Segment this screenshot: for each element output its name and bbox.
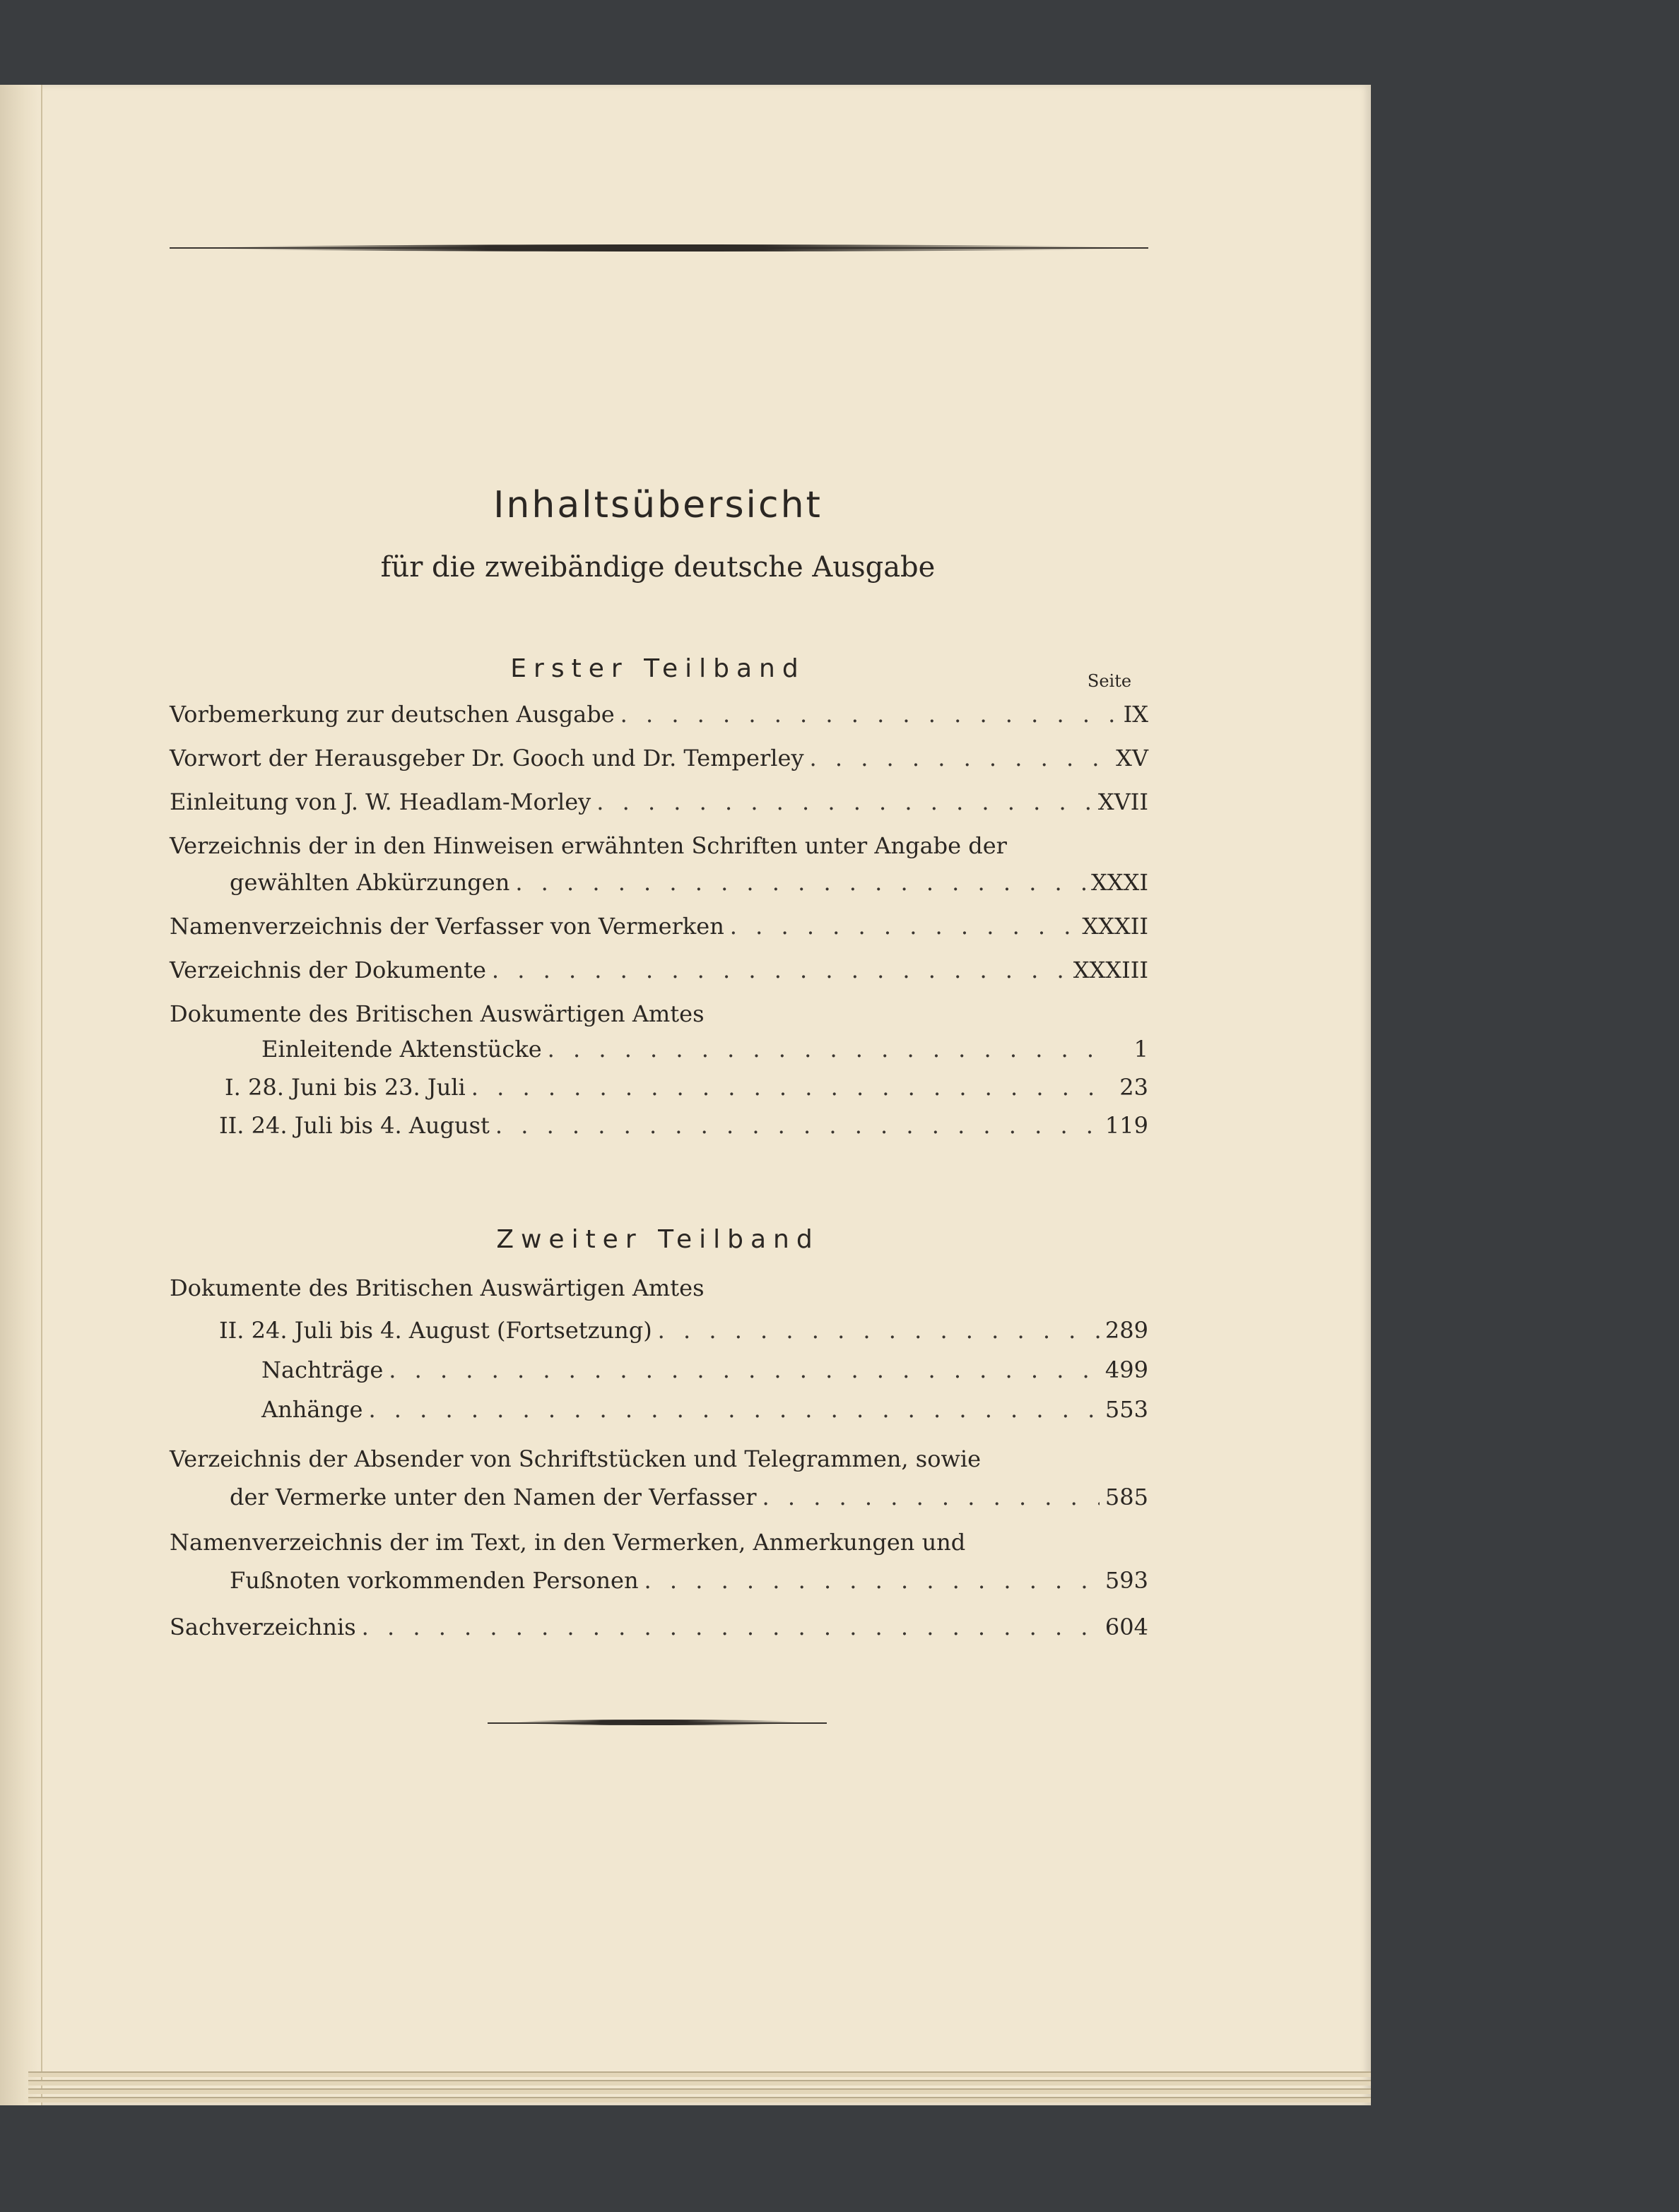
toc-entry-label: Sachverzeichnis — [170, 1614, 356, 1640]
toc-entry-page: 289 — [1104, 1317, 1148, 1344]
toc-entry — [261, 1356, 1148, 1383]
toc-entry-page: XVII — [1097, 788, 1148, 815]
leader-dots — [492, 957, 1068, 983]
leader-dots — [548, 1036, 1114, 1063]
bottom-rule-ornament — [516, 1720, 799, 1725]
toc-entry — [170, 957, 1148, 983]
seite-label: Seite — [1087, 671, 1132, 691]
leader-dots — [730, 913, 1077, 940]
toc-entry — [230, 869, 1148, 896]
toc-entry-page: XXXII — [1082, 913, 1148, 940]
toc-entry — [225, 1074, 1148, 1101]
toc-entry-page: IX — [1123, 701, 1148, 728]
toc-entry — [170, 701, 1148, 728]
leader-dots — [658, 1317, 1100, 1344]
toc-entry-label-line1: Verzeichnis der in den Hinweisen erwähnten Schriften unter Angabe der — [170, 832, 1007, 859]
toc-entry-label: Einleitung von J. W. Headlam-Morley — [170, 788, 591, 815]
toc-entry — [230, 1567, 1148, 1594]
page-subtitle: für die zweibändige deutsche Ausgabe — [380, 551, 936, 584]
leader-dots — [515, 869, 1085, 896]
leader-dots — [596, 788, 1092, 815]
toc-entry — [261, 1036, 1148, 1063]
toc-entry-label: Nachträge — [261, 1356, 384, 1383]
book-page — [0, 85, 1371, 2105]
toc-entry-page: 499 — [1104, 1356, 1148, 1383]
toc-entry — [170, 788, 1148, 815]
part2-heading: Zweiter Teilband — [496, 1225, 820, 1254]
toc-group-heading: Dokumente des Britischen Auswärtigen Amtes — [170, 1000, 705, 1027]
toc-entry — [170, 745, 1148, 771]
toc-entry-label: Einleitende Aktenstücke — [261, 1036, 542, 1063]
toc-entry-page: XXXI — [1091, 869, 1148, 896]
page-title: Inhaltsübersicht — [493, 484, 823, 526]
toc-entry — [219, 1112, 1148, 1139]
toc-entry-label: der Vermerke unter den Namen der Verfasser — [230, 1484, 757, 1510]
leader-dots — [362, 1614, 1100, 1640]
toc-entry-page: 553 — [1104, 1396, 1148, 1423]
toc-entry — [170, 913, 1148, 940]
toc-entry-label: II. 24. Juli bis 4. August (Fortsetzung) — [219, 1317, 652, 1344]
toc-entry-label: Anhänge — [261, 1396, 363, 1423]
toc-entry-page: 1 — [1133, 1036, 1148, 1063]
top-rule-ornament — [212, 244, 1131, 252]
toc-entry-page: 604 — [1104, 1614, 1148, 1640]
toc-entry-page: 23 — [1119, 1074, 1148, 1101]
toc-entry-label: Namenverzeichnis der Verfasser von Vermerken — [170, 913, 724, 940]
toc-entry-label: Vorwort der Herausgeber Dr. Gooch und Dr. Temperley — [170, 745, 804, 771]
book-spine — [0, 85, 42, 2105]
toc-entry — [219, 1317, 1148, 1344]
page-edges — [28, 2069, 1371, 2105]
toc-group-heading: Dokumente des Britischen Auswärtigen Amtes — [170, 1274, 705, 1301]
leader-dots — [810, 745, 1111, 771]
toc-entry — [230, 1484, 1148, 1510]
toc-entry-label: Fußnoten vorkommenden Personen — [230, 1567, 639, 1594]
toc-entry-page: 593 — [1104, 1567, 1148, 1594]
leader-dots — [495, 1112, 1100, 1139]
leader-dots — [368, 1396, 1099, 1423]
toc-entry-label: gewählten Abkürzungen — [230, 869, 510, 896]
toc-entry-label: Vorbemerkung zur deutschen Ausgabe — [170, 701, 615, 728]
toc-entry-label: II. 24. Juli bis 4. August — [219, 1112, 490, 1139]
toc-entry-page: 119 — [1104, 1112, 1148, 1139]
toc-entry — [170, 1614, 1148, 1640]
leader-dots — [620, 701, 1114, 728]
leader-dots — [762, 1484, 1100, 1510]
toc-entry-page: XXXIII — [1073, 957, 1148, 983]
toc-entry — [261, 1396, 1148, 1423]
part1-heading: Erster Teilband — [510, 654, 806, 683]
toc-entry-label-line1: Namenverzeichnis der im Text, in den Vermerken, Anmerkungen und — [170, 1529, 966, 1556]
toc-entry-label: I. 28. Juni bis 23. Juli — [225, 1074, 466, 1101]
leader-dots — [644, 1567, 1100, 1594]
toc-entry-label: Verzeichnis der Dokumente — [170, 957, 486, 983]
leader-dots — [471, 1074, 1114, 1101]
toc-entry-label-line1: Verzeichnis der Absender von Schriftstücken und Telegrammen, sowie — [170, 1445, 982, 1472]
toc-entry-page: XV — [1116, 745, 1148, 771]
leader-dots — [389, 1356, 1100, 1383]
toc-entry-page: 585 — [1104, 1484, 1148, 1510]
